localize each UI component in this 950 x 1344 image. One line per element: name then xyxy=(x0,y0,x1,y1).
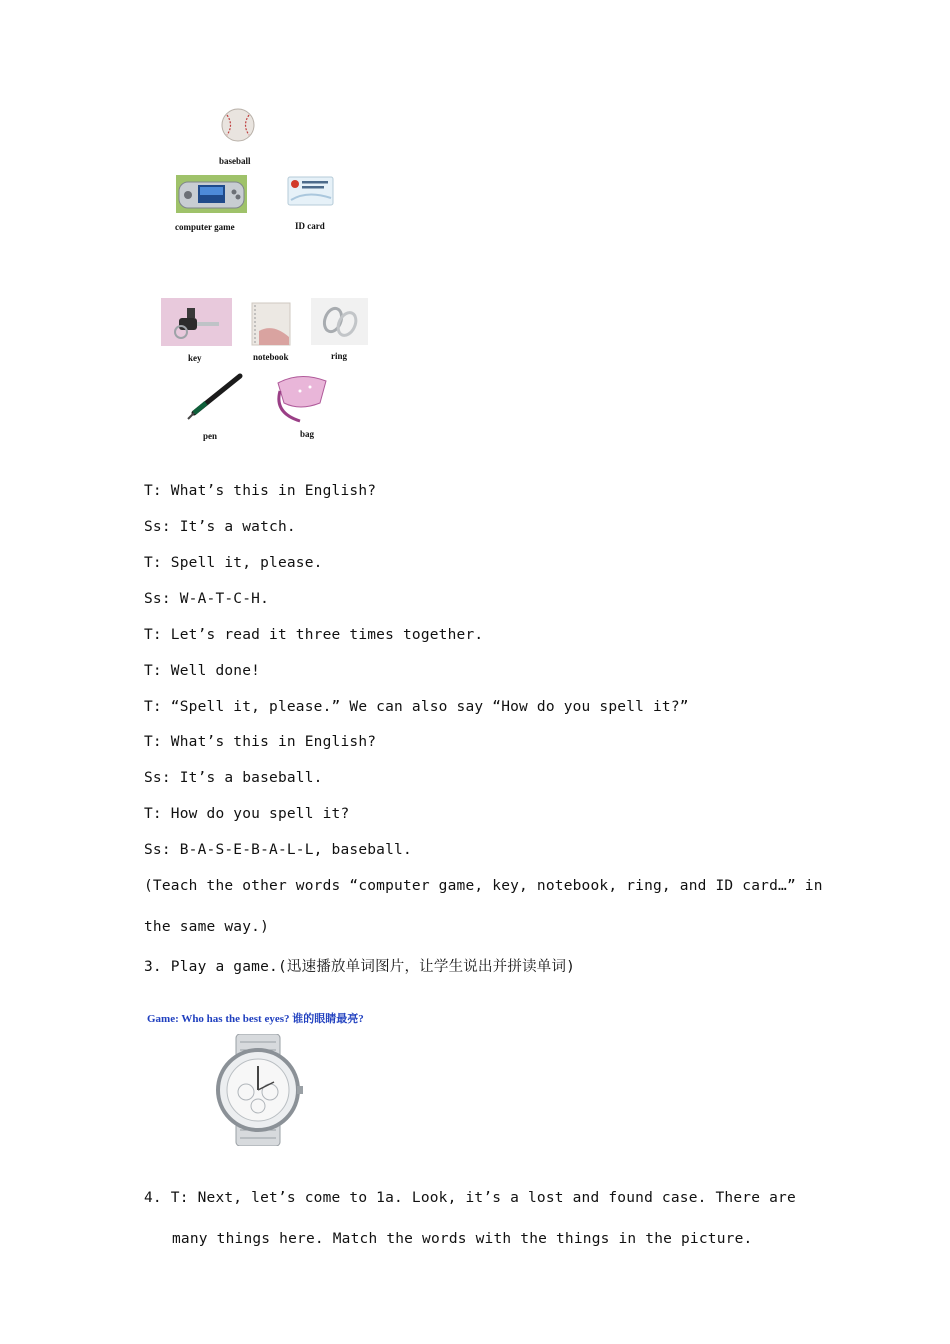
dialogue-line: T: Let’s read it three times together. xyxy=(144,627,484,643)
dialogue-line: T: What’s this in English? xyxy=(144,734,377,750)
caption-baseball: baseball xyxy=(219,156,251,166)
key-image xyxy=(161,298,232,346)
game-title: Game: Who has the best eyes? 谁的眼睛最亮? xyxy=(147,1013,364,1025)
baseball-image xyxy=(220,107,256,143)
watch-image xyxy=(202,1034,314,1146)
id-card-image xyxy=(287,176,334,206)
computer-game-image xyxy=(176,175,247,213)
dialogue-line: Ss: It’s a watch. xyxy=(144,519,296,535)
dialogue-line: Ss: B-A-S-E-B-A-L-L, baseball. xyxy=(144,842,412,858)
teach-note-line-2: the same way.) xyxy=(144,919,270,935)
step-3-play-game: 3. Play a game.(迅速播放单词图片，让学生说出并拼读单词) xyxy=(144,959,576,975)
caption-computer-game: computer game xyxy=(175,222,235,232)
notebook-image xyxy=(249,301,293,347)
dialogue-line: T: “Spell it, please.” We can also say “How do you spell it?” xyxy=(144,699,689,715)
step-4-line-1: 4. T: Next, let’s come to 1a. Look, it’s a lost and found case. There are xyxy=(144,1190,796,1206)
step-4-line-2: many things here. Match the words with the things in the picture. xyxy=(172,1231,753,1247)
ring-image xyxy=(311,298,368,345)
dialogue-line: T: How do you spell it? xyxy=(144,806,350,822)
caption-notebook: notebook xyxy=(253,352,289,362)
dialogue-line: Ss: It’s a baseball. xyxy=(144,770,323,786)
dialogue-line: T: Well done! xyxy=(144,663,261,679)
caption-pen: pen xyxy=(203,431,218,441)
caption-bag: bag xyxy=(300,429,315,439)
caption-id-card: ID card xyxy=(295,221,325,231)
caption-ring: ring xyxy=(331,351,348,361)
caption-key: key xyxy=(188,353,202,363)
teach-note-line-1: (Teach the other words “computer game, key, notebook, ring, and ID card…” in xyxy=(144,878,823,894)
pen-image xyxy=(184,373,244,423)
dialogue-line: T: Spell it, please. xyxy=(144,555,323,571)
bag-image xyxy=(270,373,332,425)
dialogue-line: T: What’s this in English? xyxy=(144,483,377,499)
dialogue-line: Ss: W-A-T-C-H. xyxy=(144,591,270,607)
